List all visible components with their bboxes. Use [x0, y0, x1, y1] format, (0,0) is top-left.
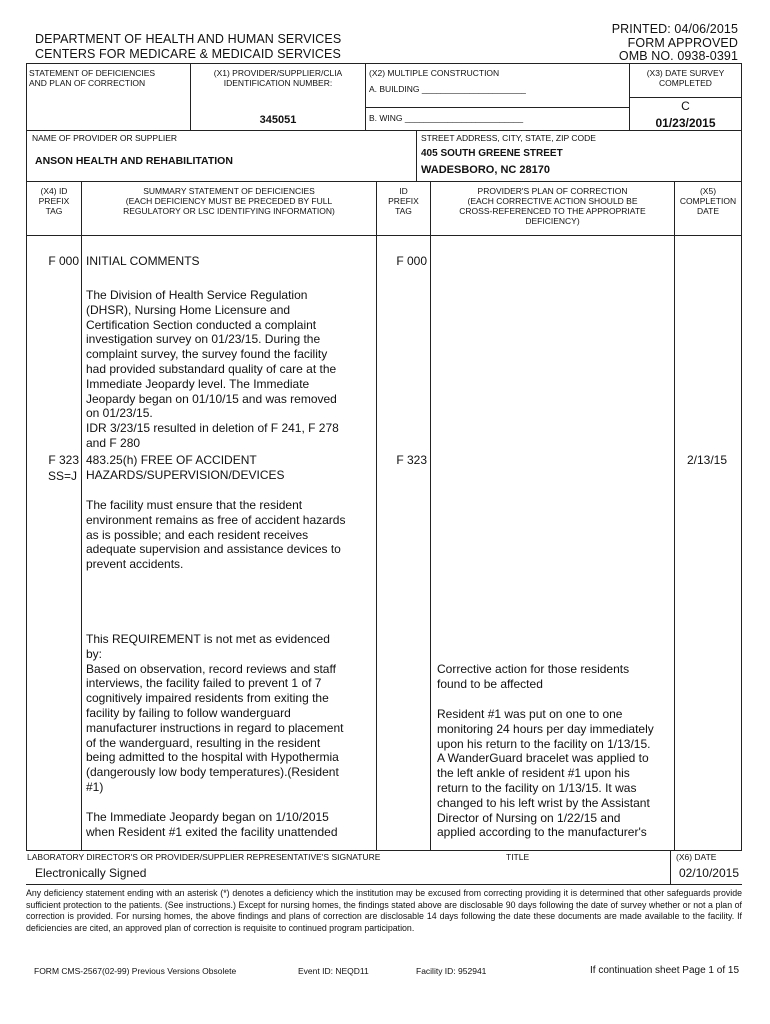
tag-f323: F 323	[48, 453, 79, 467]
rule	[741, 63, 742, 850]
initial-comments-heading: INITIAL COMMENTS	[86, 254, 200, 268]
department-title: DEPARTMENT OF HEALTH AND HUMAN SERVICES	[35, 32, 342, 46]
survey-date: 01/23/2015	[655, 116, 716, 130]
x4-header: (X4) ID PREFIX TAG	[38, 186, 70, 216]
disclaimer: Any deficiency statement ending with an asterisk (*) denotes a deficiency which the institution may be excused from correcting providing it is determined that other safeguards provide sufficient protection to the patients. (See instructions.) Except for nursing homes, the findings stated above are disclosable 90 days following the date of survey whether or not a plan of correction is provided. For nursing homes, the above findings and plans of correction are disclosable 14 days following the date these documents are made available to the facility. If deficiencies are cited, an approved plan of correction is requisite to continued program participation.	[26, 888, 742, 933]
signature-value: Electronically Signed	[35, 866, 147, 880]
tag-f000-right: F 000	[396, 254, 427, 268]
printed-date: PRINTED: 04/06/2015	[611, 22, 738, 36]
rule	[81, 181, 82, 850]
ij-paragraph: The Immediate Jeopardy began on 1/10/2015 when Resident #1 exited the facility unattended	[86, 810, 338, 839]
rule	[416, 130, 417, 181]
rule	[365, 107, 629, 108]
rule	[629, 97, 742, 98]
tag-f000: F 000	[48, 254, 79, 268]
rule	[26, 850, 742, 851]
address-line1: 405 SOUTH GREENE STREET	[421, 148, 563, 159]
x3-label: (X3) DATE SURVEY COMPLETED	[646, 68, 725, 88]
plan-header: PROVIDER'S PLAN OF CORRECTION (EACH CORRECTIVE ACTION SHOULD BE CROSS-REFERENCED TO THE APPROPRIATE DEFICIENCY)	[459, 186, 646, 226]
form-approved: FORM APPROVED	[627, 36, 738, 50]
signature-date: 02/10/2015	[678, 866, 739, 880]
provider-id: 345051	[259, 114, 297, 126]
page-indicator: If continuation sheet Page 1 of 15	[590, 965, 739, 976]
statement-label: STATEMENT OF DEFICIENCIES AND PLAN OF CORRECTION	[29, 68, 156, 88]
rule	[26, 63, 742, 64]
title-label: TITLE	[506, 852, 530, 862]
must-ensure-paragraph: The facility must ensure that the resident environment remains as free of accident hazards as is possible; and each resident receives adequate supervision and assistance devices to prevent accidents.	[86, 498, 346, 572]
rule	[430, 181, 431, 850]
facility-id: Facility ID: 952941	[416, 966, 487, 976]
survey-code: C	[681, 99, 690, 113]
x2-label: (X2) MULTIPLE CONSTRUCTION	[369, 68, 500, 78]
rule	[26, 130, 742, 131]
id-header: ID PREFIX TAG	[388, 186, 419, 216]
omb-number: OMB NO. 0938-0391	[618, 49, 738, 63]
rule	[26, 181, 742, 182]
x1-label: (X1) PROVIDER/SUPPLIER/CLIA IDENTIFICATION NUMBER:	[213, 68, 343, 88]
provider-label: NAME OF PROVIDER OR SUPPLIER	[32, 133, 177, 143]
corrective-heading: Corrective action for those residents found to be affected	[437, 662, 630, 691]
rule	[26, 235, 742, 236]
rule	[26, 63, 27, 850]
provider-name: ANSON HEALTH AND REHABILITATION	[35, 155, 233, 167]
rule	[26, 884, 742, 885]
dhsr-paragraph: The Division of Health Service Regulation (DHSR), Nursing Home Licensure and Certification Section conducted a complaint investigation survey on 01/23/15. During the complaint survey, the survey found the facility had provided substandard quality of care at the Immediate Jeopardy level. The Immediate Jeopardy began on 01/10/15 and was removed on 01/23/15. IDR 3/23/15 resulted in deletion of F 241, F 278 and F 280	[86, 288, 339, 450]
summary-header: SUMMARY STATEMENT OF DEFICIENCIES (EACH DEFICIENCY MUST BE PRECEDED BY FULL REGULATORY OR LSC IDENTIFYING INFORMATION)	[123, 186, 335, 216]
x6-date-label: (X6) DATE	[676, 852, 717, 862]
f323-completion-date: 2/13/15	[686, 453, 728, 467]
tag-f323-right: F 323	[396, 453, 427, 467]
building-label: A. BUILDING ______________________	[369, 84, 526, 94]
event-id: Event ID: NEQD11	[298, 966, 369, 976]
rule	[670, 850, 671, 885]
agency-title: CENTERS FOR MEDICARE & MEDICAID SERVICES	[35, 47, 341, 61]
address-line2: WADESBORO, NC 28170	[421, 164, 550, 176]
rule	[376, 181, 377, 850]
rule	[674, 181, 675, 850]
f323-title: 483.25(h) FREE OF ACCIDENT HAZARDS/SUPERVISION/DEVICES	[86, 453, 285, 482]
rule	[190, 63, 191, 130]
wing-label: B. WING _________________________	[369, 113, 524, 123]
severity-scope: SS=J	[47, 469, 77, 483]
requirement-paragraph: This REQUIREMENT is not met as evidenced by: Based on observation, record reviews and staff interviews, the facility failed to prevent 1 of 7 cognitively impaired residents from exiting the facility by failing to follow wanderguard manufacturer instructions in regard to placement of the wanderguard, resulting in the resident being admitted to the hospital with Hypothermia (dangerously low body temperatures).(Resident #1)	[86, 632, 344, 794]
rule	[365, 63, 366, 130]
form-number: FORM CMS-2567(02-99) Previous Versions Obsolete	[34, 966, 237, 976]
corrective-paragraph: Resident #1 was put on one to one monitoring 24 hours per day immediately upon his return to the facility on 1/13/15. A WanderGuard bracelet was applied to the left ankle of resident #1 upon his return to the facility on 1/13/15. It was changed to his left wrist by the Assistant Director of Nursing on 1/22/15 and applied according to the manufacturer's	[437, 707, 654, 840]
signature-label: LABORATORY DIRECTOR'S OR PROVIDER/SUPPLIER REPRESENTATIVE'S SIGNATURE	[27, 852, 381, 862]
address-label: STREET ADDRESS, CITY, STATE, ZIP CODE	[421, 133, 596, 143]
x5-header: (X5) COMPLETION DATE	[679, 186, 737, 216]
